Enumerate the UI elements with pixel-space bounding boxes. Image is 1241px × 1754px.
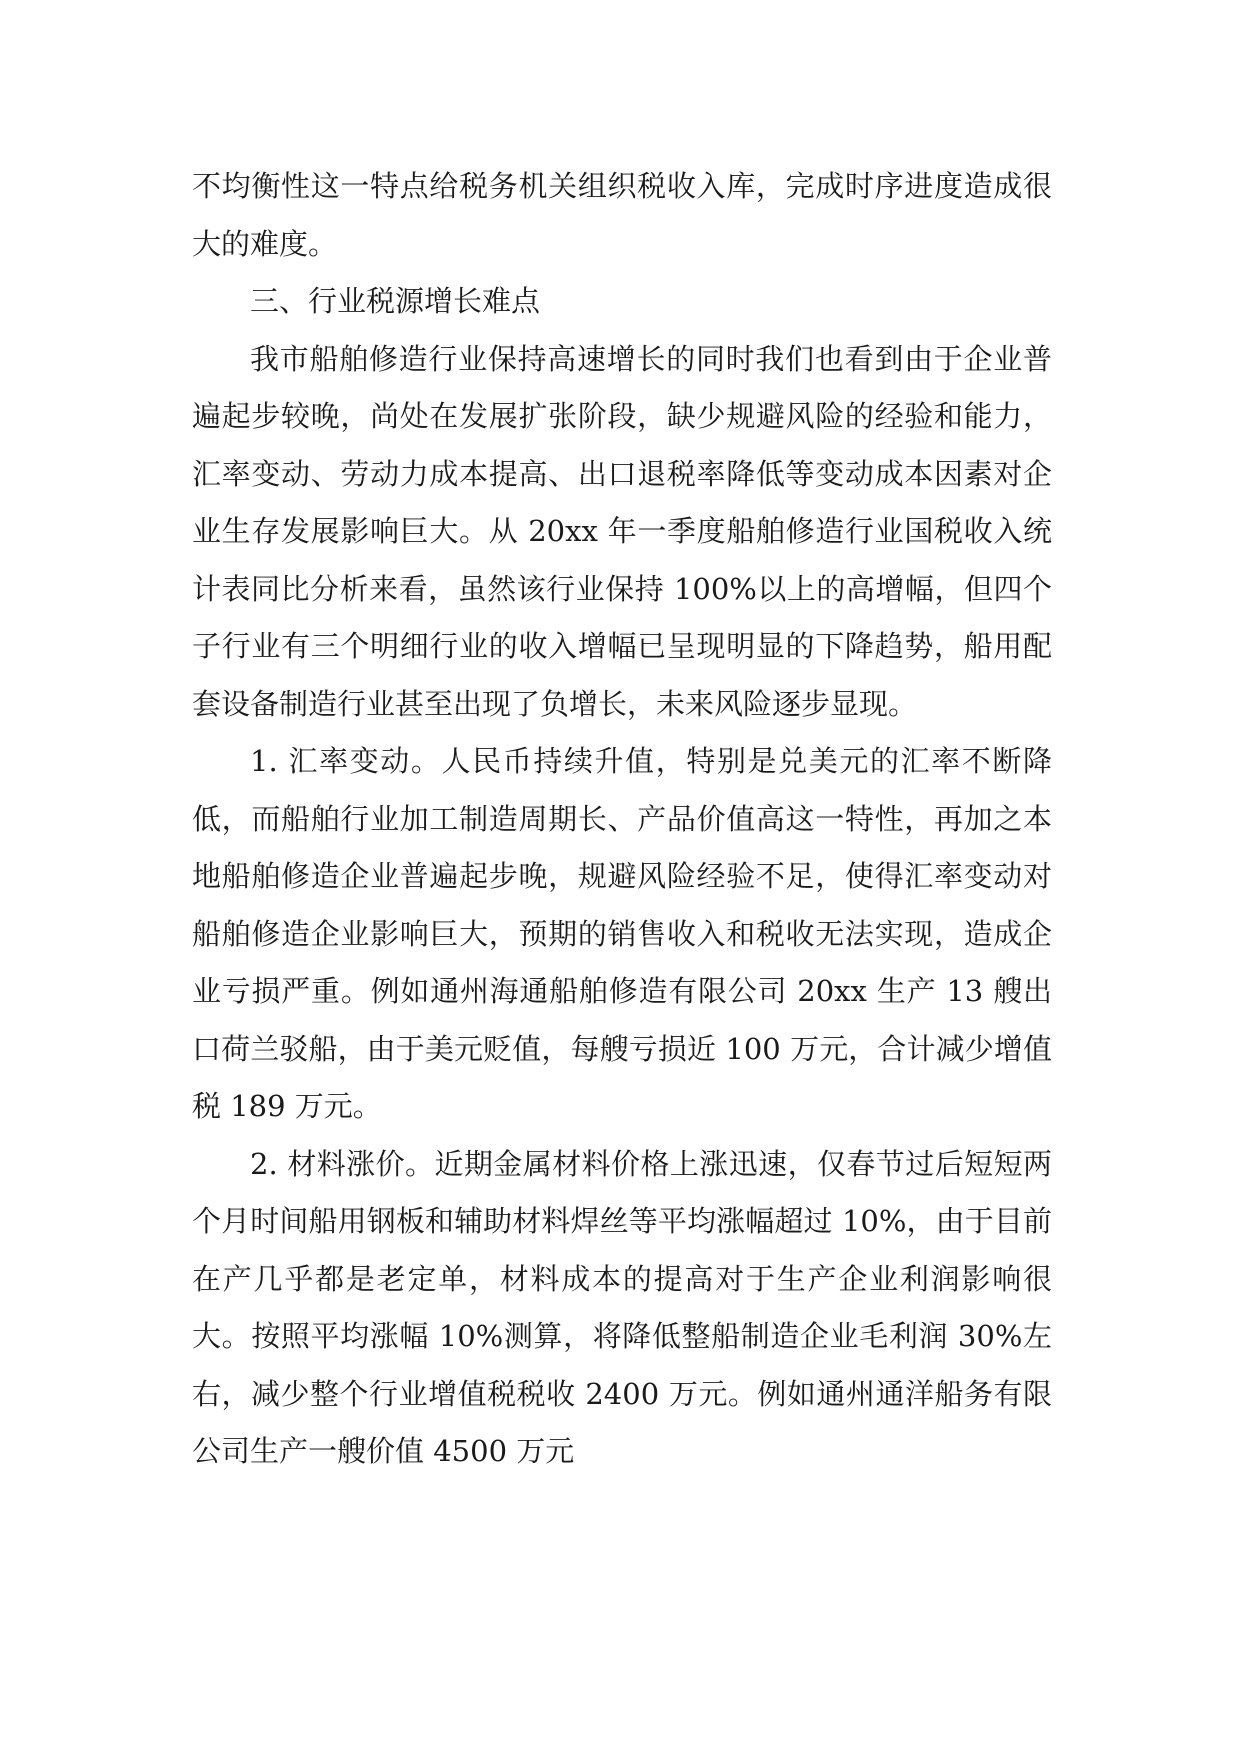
paragraph-exchange-rate: 1. 汇率变动。人民币持续升值，特别是兑美元的汇率不断降低，而船舶行业加工制造周期长、产品价值高这一特性，再加之本地船舶修造企业普遍起步晚，规避风险经验不足，使得汇率变动对船舶修造企业影响巨大，预期的销售收入和税收无法实现，造成企业亏损严重。例如通州海通船舶修造有限公司 20xx 生产 13 艘出口荷兰驳船，由于美元贬值，每艘亏损近 100 万元，合计减少增值税 189 万元。: [192, 744, 1052, 1123]
paragraph-material-prices: 2. 材料涨价。近期金属材料价格上涨迅速，仅春节过后短短两个月时间船用钢板和辅助材料焊丝等平均涨幅超过 10%，由于目前在产几乎都是老定单，材料成本的提高对于生产企业利润影响很大。按照平均涨幅 10%测算，将降低整船制造企业毛利润 30%左右，减少整个行业增值税税收 2400 万元。例如通州通洋船务有限公司生产一艘价值 4500 万元: [192, 1146, 1052, 1468]
section-heading: 三、行业税源增长难点: [250, 284, 541, 318]
paragraph-industry-overview: 我市船舶修造行业保持高速增长的同时我们也看到由于企业普遍起步较晚，尚处在发展扩张阶段，缺少规避风险的经验和能力，汇率变动、劳动力成本提高、出口退税率降低等变动成本因素对企业生存发展影响巨大。从 20xx 年一季度船舶修造行业国税收入统计表同比分析来看，虽然该行业保持 100%以上的高增幅，但四个子行业有三个明细行业的收入增幅已呈现明显的下降趋势，船用配套设备制造行业甚至出现了负增长，未来风险逐步显现。: [192, 341, 1052, 721]
paragraph-continuation: 不均衡性这一特点给税务机关组织税收入库，完成时序进度造成很大的难度。: [192, 169, 1052, 261]
document-body: [192, 158, 1052, 1481]
